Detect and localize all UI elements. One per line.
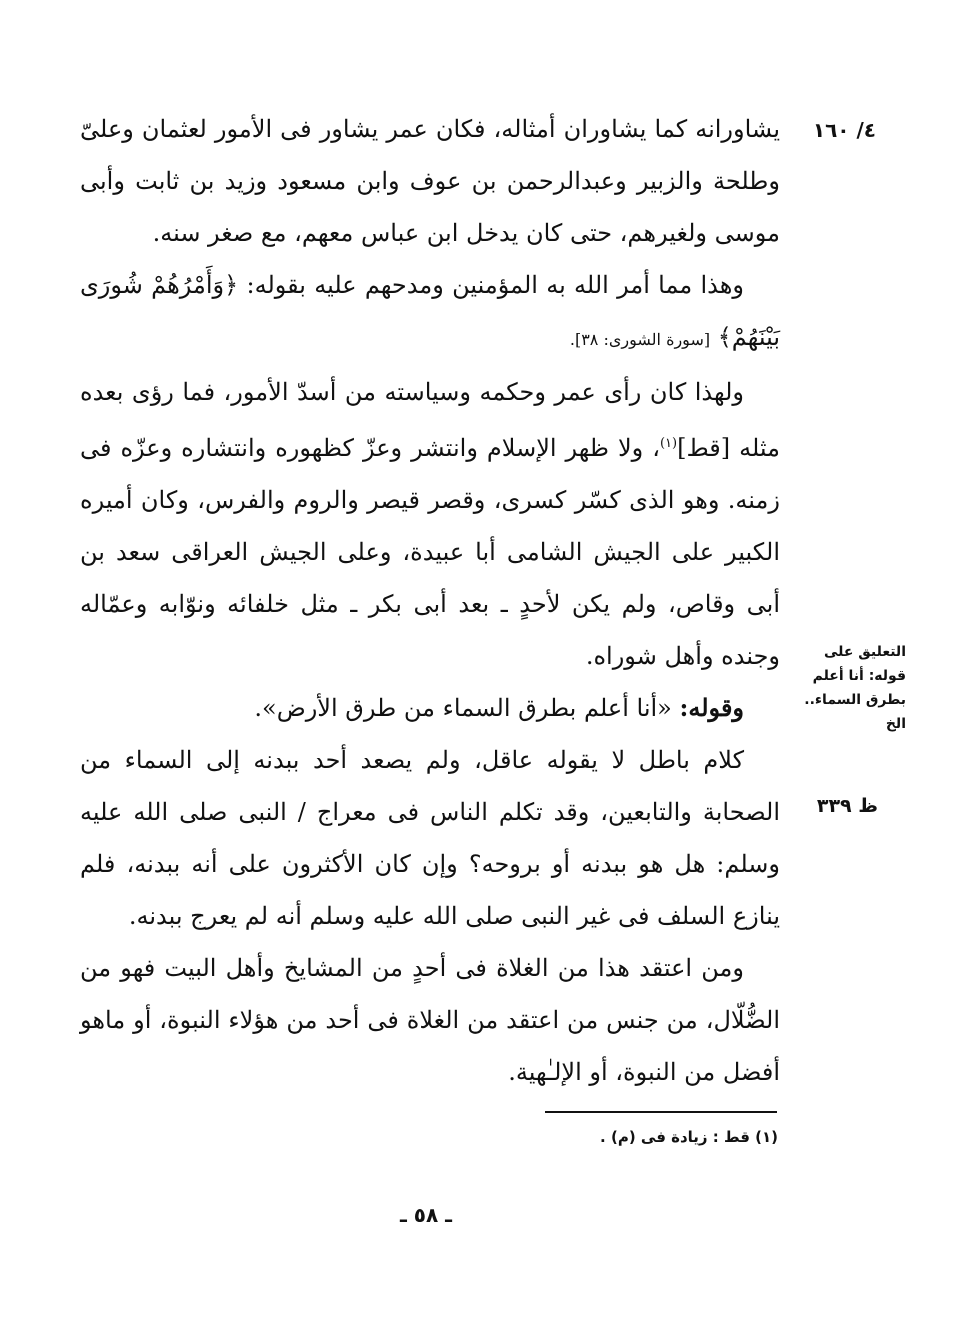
- footnote-separator: [545, 1111, 777, 1113]
- quran-reference: [سورة الشورى: ٣٨].: [569, 330, 711, 349]
- paragraph-2: [80, 259, 780, 366]
- margin-comment-note: التعليق على قوله: أنا أعلم بطرق السماء.. الخ: [804, 644, 906, 732]
- page-number: ـ ٥٨ ـ: [399, 1203, 453, 1227]
- paragraph-5: كلام باطل لا يقوله عاقل، ولم يصعد أحد ببدنه إلى السماء من الصحابة والتابعين، وقد تكلم الناس فى معراج / النبى صلى الله عليه وسلم: هل هو ببدنه أو بروحه؟ وإن كان الأكثرون على أنه ببدنه، فلم ينازع السلف فى غير النبى صلى الله عليه وسلم أنه لم يعرج ببدنه.: [80, 746, 780, 930]
- paragraph-1: يشاورانه كما يشاوران أمثاله، فكان عمر يشاور فى الأمور لعثمان وعلىّ وطلحة والزبير وعبدالرحمن بن عوف وابن مسعود وزيد بن ثابت وأبى موسى ولغيرهم، حتى كان يدخل ابن عباس معهم، مع صغر سنه.: [80, 115, 781, 247]
- main-text-body: [80, 103, 780, 1098]
- paragraph-2-text: وهذا مما أمر الله به المؤمنين ومدحهم عليه بقوله: ﴿وَأَمْرُهُمْ شُورَى بَيْنَهُمْ﴾: [80, 271, 780, 351]
- paragraph-6: ومن اعتقد هذا من الغلاة فى أحدٍ من المشايخ وأهل البيت فهو من الضُّلّال، من جنس من اعتقد من الغلاة فى أحد من هؤلاء النبوة، أو ماهو أفضل من النبوة، أو الإلـٰهية.: [80, 954, 780, 1086]
- footnote: (١) قط : زيادة فى (م) .: [600, 1128, 778, 1146]
- margin-page-reference-z: ظ ٣٣٩: [816, 795, 878, 817]
- quoted-statement-lead: وقوله:: [679, 693, 744, 722]
- paragraph-4: [80, 682, 780, 734]
- margin-page-reference-top: ٤/ ١٦٠: [812, 118, 876, 142]
- paragraph-3: [80, 366, 780, 682]
- footnote-marker: (١): [659, 436, 678, 451]
- paragraph-3-part-2: ، ولا ظهر الإسلام وانتشر وعزّ كظهوره وانتشاره وعزّه فى زمنه. وهو الذى كسّر كسرى، وقصر قيصر والروم والفرس، وكان أميره الكبير على الجيش الشامى أبا عبيدة، وعلى الجيش العراقى سعد بن أبى وقاص، ولم يكن لأحدٍ ـ بعد أبى بكر ـ مثل خلفائه ونوّابه وعمّاله وجنده وأهل شوراه.: [80, 434, 780, 670]
- paragraph-3-part-1: ولهذا كان رأى عمر وحكمه وسياسته من أسدّ الأمور، فما رؤى بعده مثله [قط]: [80, 378, 780, 462]
- quoted-statement: «أنا أعلم بطرق السماء من طرق الأرض».: [254, 694, 672, 722]
